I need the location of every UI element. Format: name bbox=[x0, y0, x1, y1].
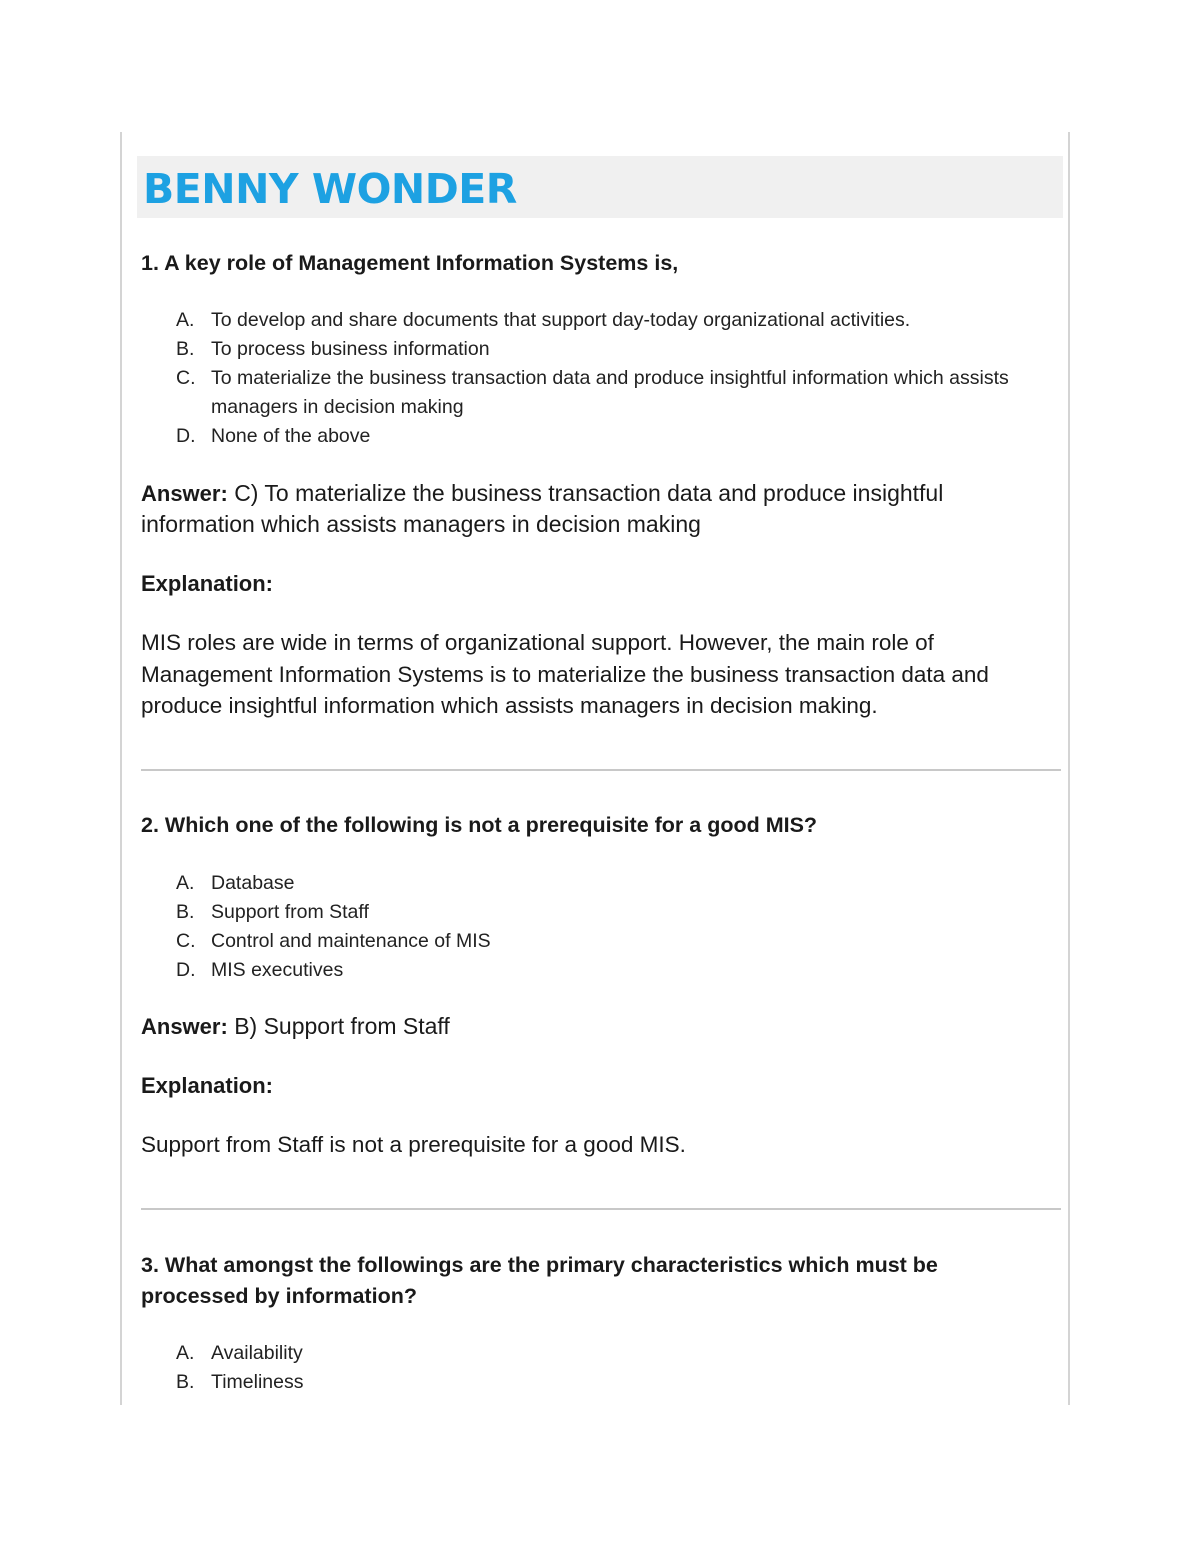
option-text: Timeliness bbox=[211, 1371, 304, 1393]
option-item bbox=[176, 869, 1041, 898]
question-2-explanation-text: Support from Staff is not a prerequisite for a good MIS. bbox=[141, 1132, 686, 1157]
option-letter: B. bbox=[176, 1371, 195, 1393]
question-1-answer bbox=[141, 478, 1001, 540]
option-letter: C. bbox=[176, 367, 196, 389]
option-letter: B. bbox=[176, 338, 195, 360]
answer-label: Answer: bbox=[141, 481, 228, 506]
document-title: BENNY WONDER bbox=[143, 165, 517, 213]
option-item bbox=[176, 1368, 1041, 1397]
question-2-title: 2. Which one of the following is not a prerequisite for a good MIS? bbox=[141, 813, 818, 837]
option-text: To process business information bbox=[211, 338, 490, 360]
answer-label: Answer: bbox=[141, 1014, 228, 1039]
question-2-options bbox=[176, 869, 1041, 985]
option-text: To develop and share documents that support day-today organizational activities. bbox=[211, 309, 911, 331]
option-letter: C. bbox=[176, 930, 196, 952]
option-text: None of the above bbox=[211, 425, 371, 447]
option-item bbox=[176, 422, 1041, 451]
option-text: Database bbox=[211, 872, 295, 894]
option-item bbox=[176, 927, 1041, 956]
question-3-title: 3. What amongst the followings are the primary characteristics which must be processed by information? bbox=[141, 1253, 938, 1308]
option-letter: D. bbox=[176, 425, 196, 447]
option-item bbox=[176, 335, 1041, 364]
question-1-explanation-label: Explanation: bbox=[141, 571, 274, 596]
section-divider bbox=[141, 1208, 1061, 1210]
answer-text: C) To materialize the business transaction data and produce insightful information which assists managers in decision making bbox=[141, 480, 944, 537]
section-divider bbox=[141, 769, 1061, 771]
question-1-title: 1. A key role of Management Information Systems is, bbox=[141, 251, 679, 275]
answer-text: B) Support from Staff bbox=[234, 1013, 450, 1039]
page-border-left bbox=[120, 132, 122, 1405]
option-text: MIS executives bbox=[211, 959, 344, 981]
option-item bbox=[176, 898, 1041, 927]
option-text: Support from Staff bbox=[211, 901, 369, 923]
page-border-right bbox=[1068, 132, 1070, 1405]
option-item bbox=[176, 1339, 1041, 1368]
question-2-explanation-label: Explanation: bbox=[141, 1073, 274, 1098]
title-banner bbox=[137, 156, 1063, 218]
option-item bbox=[176, 956, 1041, 985]
option-item bbox=[176, 306, 1041, 335]
option-text: Control and maintenance of MIS bbox=[211, 930, 491, 952]
option-letter: A. bbox=[176, 1342, 195, 1364]
question-1-explanation-text: MIS roles are wide in terms of organizational support. However, the main role of Management Information Systems is to materialize the business transaction data and produce insightful information which assists managers in decision making. bbox=[141, 630, 989, 718]
option-letter: B. bbox=[176, 901, 195, 923]
option-letter: A. bbox=[176, 872, 195, 894]
question-3-options bbox=[176, 1339, 1041, 1397]
option-text: Availability bbox=[211, 1342, 303, 1364]
option-letter: D. bbox=[176, 959, 196, 981]
option-item bbox=[176, 364, 1041, 422]
option-letter: A. bbox=[176, 309, 195, 331]
question-1-options bbox=[176, 306, 1041, 451]
option-text: To materialize the business transaction data and produce insightful information which assists managers in decision making bbox=[211, 367, 1009, 418]
question-2-answer bbox=[141, 1011, 1001, 1042]
